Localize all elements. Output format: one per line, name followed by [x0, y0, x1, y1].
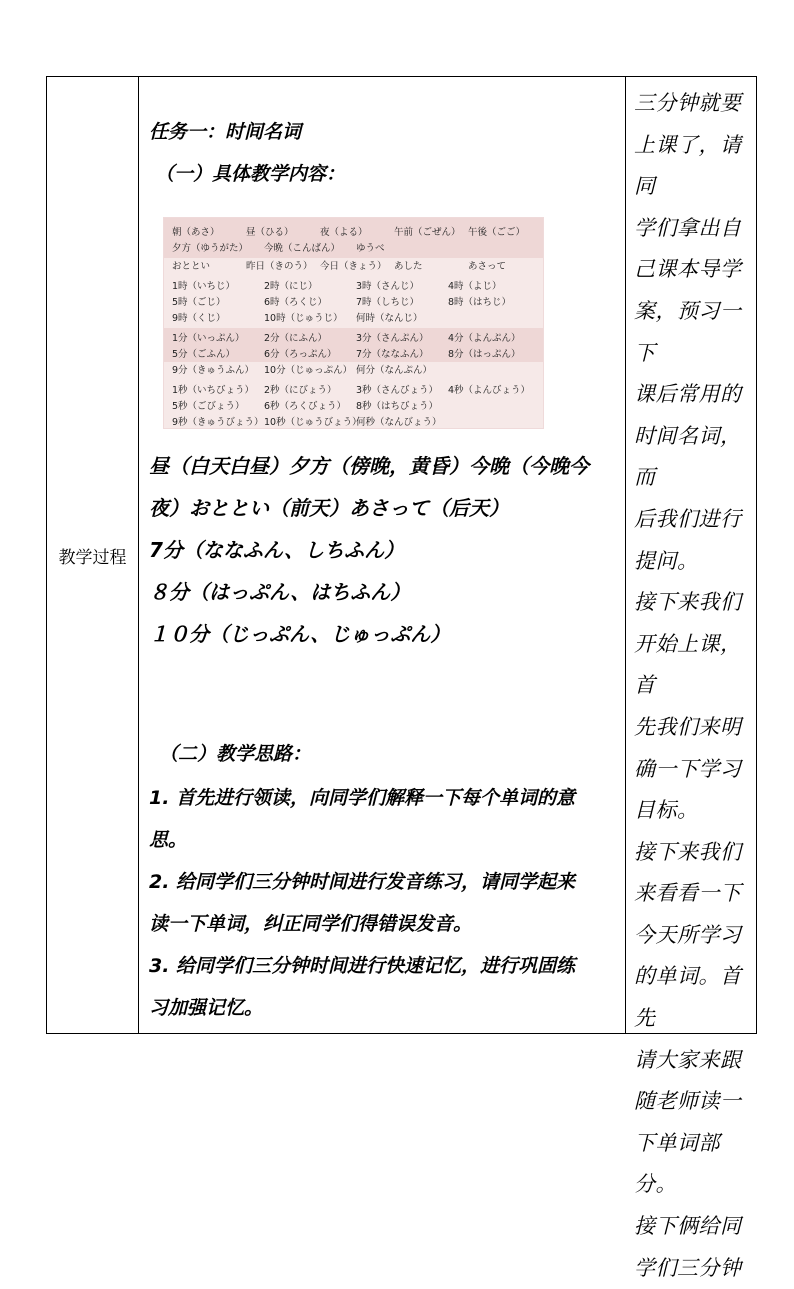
vocab-row — [172, 414, 539, 428]
note-line: 接下来我们 — [634, 590, 742, 615]
vocab-word: 5分（ごふん） — [172, 349, 236, 360]
note-line: 接下俩给同 — [634, 1214, 742, 1239]
step-line: 3. 给同学们三分钟时间进行快速记忆，进行巩固练 — [149, 955, 576, 977]
note-line: 确一下学习 — [634, 756, 742, 781]
vocab-row — [172, 362, 539, 376]
vocabulary-image — [163, 217, 544, 429]
vocab-row — [172, 398, 539, 412]
note-line: 目标。 — [634, 798, 699, 823]
vocab-word: 10秒（じゅうびょう） — [264, 417, 362, 428]
vocab-word: 昨日（きのう） — [246, 261, 313, 272]
vocab-word: 何分（なんぷん） — [356, 365, 433, 376]
vocab-word: あさって — [468, 261, 507, 272]
vocab-word: 8時（はちじ） — [448, 297, 512, 308]
note-line: 今天所学习 — [634, 922, 742, 947]
vocab-row — [172, 330, 539, 344]
vocab-word: おととい — [172, 261, 211, 272]
vocab-word: 9分（きゅうふん） — [172, 365, 255, 376]
note-line: 接下来我们 — [634, 839, 742, 864]
explanation-line: １０分（じっぷん、じゅっぷん） — [149, 622, 451, 646]
vocab-word: 午後（ごご） — [468, 227, 526, 238]
vocab-word: 5時（ごじ） — [172, 297, 226, 308]
note-line: 先我们来明 — [634, 714, 742, 739]
note-line: 的单词。首先 — [634, 964, 742, 1031]
task-title: 任务一：时间名词 — [149, 121, 302, 143]
row-label: 教学过程 — [58, 547, 127, 568]
vocab-word: 昼（ひる） — [246, 227, 294, 238]
vocab-row — [172, 278, 539, 292]
vocab-word: 今日（きょう） — [320, 261, 387, 272]
explanation-line: 昼（白天白昼）夕方（傍晚，黄昏）今晩（今晚今 — [149, 454, 589, 478]
note-line: 时间名词，而 — [634, 423, 742, 490]
note-line: 来看看一下 — [634, 881, 742, 906]
vocab-row — [172, 240, 539, 254]
step-line: 读一下单词，纠正同学们得错误发音。 — [149, 913, 473, 935]
notes-cell — [626, 77, 756, 1280]
lesson-table — [46, 76, 757, 1280]
vocab-word: 8分（はっぷん） — [448, 349, 521, 360]
vocab-word: 1分（いっぷん） — [172, 333, 245, 344]
vocab-word: 1時（いちじ） — [172, 281, 236, 292]
vocab-word: 今晩（こんばん） — [264, 243, 341, 254]
explanation-line: ８分（はっぷん、はちふん） — [149, 580, 411, 604]
note-line: 开始上课，首 — [634, 631, 742, 698]
vocab-row — [172, 310, 539, 324]
vocab-row — [172, 346, 539, 360]
explanation-line: 夜）おととい（前天）あさって（后天） — [149, 496, 509, 520]
vocab-word: 何時（なんじ） — [356, 313, 423, 324]
vocab-word: 6分（ろっぷん） — [264, 349, 337, 360]
vocab-word: あした — [394, 261, 423, 272]
vocab-word: 2時（にじ） — [264, 281, 318, 292]
note-line: 后我们进行 — [634, 506, 742, 531]
note-line: 请大家来跟 — [634, 1047, 742, 1072]
note-line: 随老师读一 — [634, 1089, 742, 1114]
vocab-word: 2秒（にびょう） — [264, 385, 337, 396]
vocab-word: 9時（くじ） — [172, 313, 226, 324]
vocab-row — [172, 258, 539, 272]
row-label-cell — [47, 77, 139, 1033]
teaching-steps — [149, 777, 619, 1029]
vocab-word: 夕方（ゆうがた） — [172, 243, 249, 254]
vocab-word: 3時（さんじ） — [356, 281, 420, 292]
section1-title: （一）具体教学内容： — [155, 163, 346, 185]
vocab-word: 夜（よる） — [320, 227, 368, 238]
vocab-word: 1秒（いちびょう） — [172, 385, 255, 396]
vocab-row — [172, 224, 539, 238]
vocab-word: 6秒（ろくびょう） — [264, 401, 347, 412]
note-line: 下单词部分。 — [634, 1130, 720, 1197]
vocab-word: 9秒（きゅうびょう） — [172, 417, 264, 428]
note-line: 己课本导学 — [634, 257, 742, 282]
step-line: 习加强记忆。 — [149, 997, 264, 1019]
note-line: 课后常用的 — [634, 382, 742, 407]
note-line: 学们拿出自 — [634, 215, 742, 240]
vocab-word: 5秒（ごびょう） — [172, 401, 245, 412]
vocab-word: 午前（ごぜん） — [394, 227, 461, 238]
step-line: 思。 — [149, 829, 188, 851]
vocab-word: 7分（ななふん） — [356, 349, 429, 360]
vocab-row — [172, 294, 539, 308]
content-cell — [139, 77, 626, 1033]
section2-title: （二）教学思路： — [159, 743, 312, 765]
vocab-word: 何秒（なんびょう） — [356, 417, 442, 428]
note-line: 案，预习一下 — [634, 298, 742, 365]
vocab-word: 10時（じゅうじ） — [264, 313, 343, 324]
vocab-word: 8秒（はちびょう） — [356, 401, 439, 412]
note-line: 上课了，请同 — [634, 132, 742, 199]
vocab-word: 4分（よんぷん） — [448, 333, 521, 344]
vocab-word: 朝（あさ） — [172, 227, 220, 238]
vocab-word: ゆうべ — [356, 243, 385, 254]
vocab-word: 2分（にふん） — [264, 333, 328, 344]
note-line: 学们三分钟 — [634, 1255, 742, 1280]
explanations — [149, 445, 619, 655]
vocab-word: 10分（じゅっぷん） — [264, 365, 353, 376]
teacher-notes — [634, 83, 754, 1289]
vocab-word: 4時（よじ） — [448, 281, 502, 292]
note-line: 提问。 — [634, 548, 699, 573]
step-line: 1. 首先进行领读，向同学们解释一下每个单词的意 — [149, 787, 576, 809]
step-line: 2. 给同学们三分钟时间进行发音练习，请同学起来 — [149, 871, 576, 893]
vocab-word: 4秒（よんびょう） — [448, 385, 531, 396]
vocab-word: 6時（ろくじ） — [264, 297, 328, 308]
vocab-row — [172, 382, 539, 396]
vocab-word: 3分（さんぷん） — [356, 333, 429, 344]
vocab-word: 7時（しちじ） — [356, 297, 420, 308]
vocab-word: 3秒（さんびょう） — [356, 385, 439, 396]
note-line: 三分钟就要 — [634, 91, 742, 115]
explanation-line: 7分（ななふん、しちふん） — [149, 538, 405, 562]
